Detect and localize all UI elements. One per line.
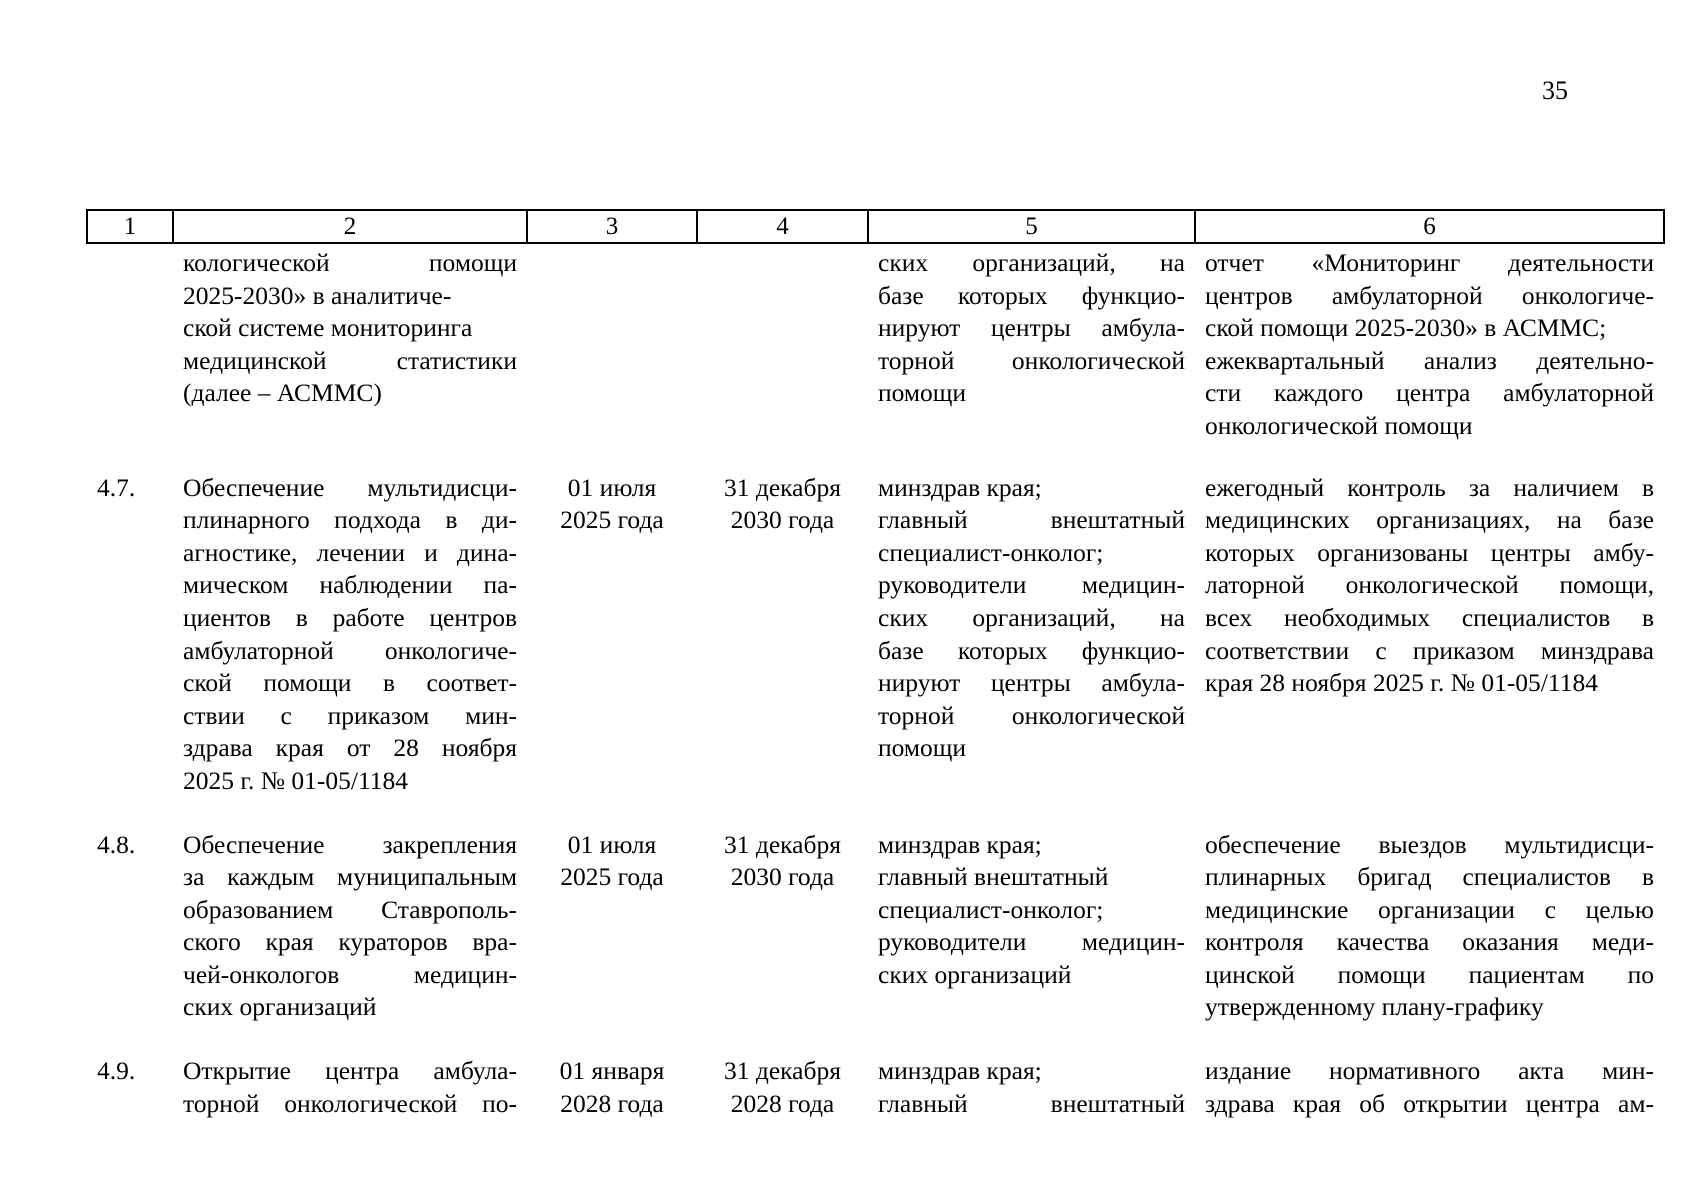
text-line: за каждым муниципальным [183,862,517,892]
text-line: руководители медицин- [878,927,1185,957]
text-line: здрава края от 28 ноября [183,733,517,763]
text-line: ской системе мониторинга [183,313,473,343]
text-line: амбулаторной онкологиче- [183,635,517,665]
text-line: ских организаций, на [878,602,1185,632]
text-line: контроля качества оказания меди- [1205,927,1654,957]
text-line: 01 января [559,1056,665,1086]
text-line: 2028 года [560,1088,664,1118]
cell-executors [868,469,1195,826]
text-line: чей-онкологов медицин- [183,959,517,989]
text-line: минздрав края; [878,1056,1042,1086]
text-line: латорной онкологической помощи, [1205,570,1654,600]
text-line: главный внештатный [878,862,1109,892]
text-line: (далее – АСММС) [183,378,382,408]
text-line: отчет «Мониторинг деятельности [1205,248,1654,277]
text-line: помощи [878,378,967,408]
text-line: 2025 года [560,505,664,535]
text-line: цинской помощи пациентам по [1205,959,1654,989]
text-line: 2025 г. № 01-05/1184 [183,765,409,795]
text-line: центров амбулаторной онкологиче- [1205,280,1654,310]
cell-number: 4.8. [97,829,136,859]
text-line: 31 декабря [724,829,841,859]
text-line: обеспечение выездов мультидисци- [1205,829,1654,859]
text-line: ской помощи 2025-2030» в АСММС; [1205,313,1607,343]
text-line: плинарных бригад специалистов в [1205,862,1654,892]
text-line: ежегодный контроль за наличием в [1205,472,1654,502]
cell-executors [868,1052,1195,1120]
text-line: Обеспечение закрепления [183,829,517,859]
column-header-3: 3 [527,210,697,243]
text-line: 2030 года [730,862,835,892]
cell-start-date [527,1052,697,1120]
table-row [87,469,1664,826]
text-line: базе которых функцио- [878,635,1185,665]
column-header-4: 4 [697,210,868,243]
text-line: 2028 года [730,1088,835,1118]
text-line: кологической помощи [183,248,517,277]
table-row [87,826,1664,1053]
text-line: специалист-онколог; [878,894,1104,924]
text-line: торной онкологической [878,345,1185,375]
text-line: медицинской статистики [183,345,517,375]
text-line: 31 декабря [724,1056,841,1086]
text-line: минздрав края; [878,829,1042,859]
text-line: ского края кураторов вра- [183,927,517,957]
cell-number [87,243,173,469]
text-line: 31 декабря [724,472,841,502]
cell-measure [173,1052,527,1120]
cell-end-date [697,243,868,469]
column-header-1: 1 [87,210,173,243]
text-line: ежеквартальный анализ деятельно- [1205,345,1654,375]
text-line: нируют центры амбула- [878,668,1185,698]
text-line: 01 июля [567,472,657,502]
cell-start-date [527,469,697,826]
text-line: медицинские организации с целью [1205,894,1654,924]
cell-executors [868,826,1195,1053]
table-row-continuation [87,243,1664,469]
table-row [87,1052,1664,1120]
text-line: циентов в работе центров [183,602,517,632]
text-line: минздрав края; [878,472,1042,502]
cell-result [1195,243,1664,469]
text-line: агностике, лечении и дина- [183,537,517,567]
column-header-6: 6 [1195,210,1664,243]
text-line: ских организаций [183,992,377,1022]
text-line: плинарного подхода в ди- [183,505,517,535]
text-line: 01 июля [567,829,657,859]
text-line: ской помощи в соответ- [183,668,517,698]
cell-result [1195,826,1664,1053]
text-line: нируют центры амбула- [878,313,1185,343]
column-header-2: 2 [173,210,527,243]
column-header-5: 5 [868,210,1195,243]
text-line: края 28 ноября 2025 г. № 01-05/1184 [1205,668,1598,698]
cell-executors [868,243,1195,469]
text-line: главный внештатный [878,1088,1185,1118]
text-line: ских организаций, на [878,248,1185,277]
text-line: руководители медицин- [878,570,1185,600]
text-line: 2025-2030» в аналитиче- [183,280,452,310]
cell-number: 4.7. [97,472,136,502]
cell-start-date [527,243,697,469]
text-line: торной онкологической по- [183,1088,517,1118]
cell-end-date [697,826,868,1053]
cell-number: 4.9. [97,1056,136,1086]
text-line: Открытие центра амбула- [183,1056,517,1086]
text-line: главный внештатный [878,505,1185,535]
text-line: медицинских организациях, на базе [1205,505,1654,535]
text-line: здрава края об открытии центра ам- [1205,1088,1654,1118]
text-line: соответствии с приказом минздрава [1205,635,1654,665]
text-line: онкологической помощи [1205,410,1473,440]
text-line: утвержденному плану-графику [1205,992,1544,1022]
text-line: 2030 года [730,505,835,535]
text-line: всех необходимых специалистов в [1205,602,1654,632]
text-line: ствии с приказом мин- [183,700,517,730]
text-line: ских организаций [878,959,1072,989]
cell-measure [173,243,527,469]
cell-measure [173,826,527,1053]
cell-result [1195,469,1664,826]
text-line: базе которых функцио- [878,280,1185,310]
text-line: помощи [878,733,967,763]
cell-measure [173,469,527,826]
cell-end-date [697,469,868,826]
measures-table [86,209,1665,1120]
text-line: мическом наблюдении па- [183,570,517,600]
text-line: Обеспечение мультидисци- [183,472,517,502]
cell-end-date [697,1052,868,1120]
text-line: издание нормативного акта мин- [1205,1056,1654,1086]
text-line: специалист-онколог; [878,537,1104,567]
text-line: сти каждого центра амбулаторной [1205,378,1654,408]
text-line: торной онкологической [878,700,1185,730]
page-number: 35 [1542,76,1568,105]
table-header [87,210,1664,243]
text-line: образованием Ставрополь- [183,894,517,924]
text-line: 2025 года [560,862,664,892]
cell-start-date [527,826,697,1053]
text-line: которых организованы центры амбу- [1205,537,1654,567]
cell-result [1195,1052,1664,1120]
